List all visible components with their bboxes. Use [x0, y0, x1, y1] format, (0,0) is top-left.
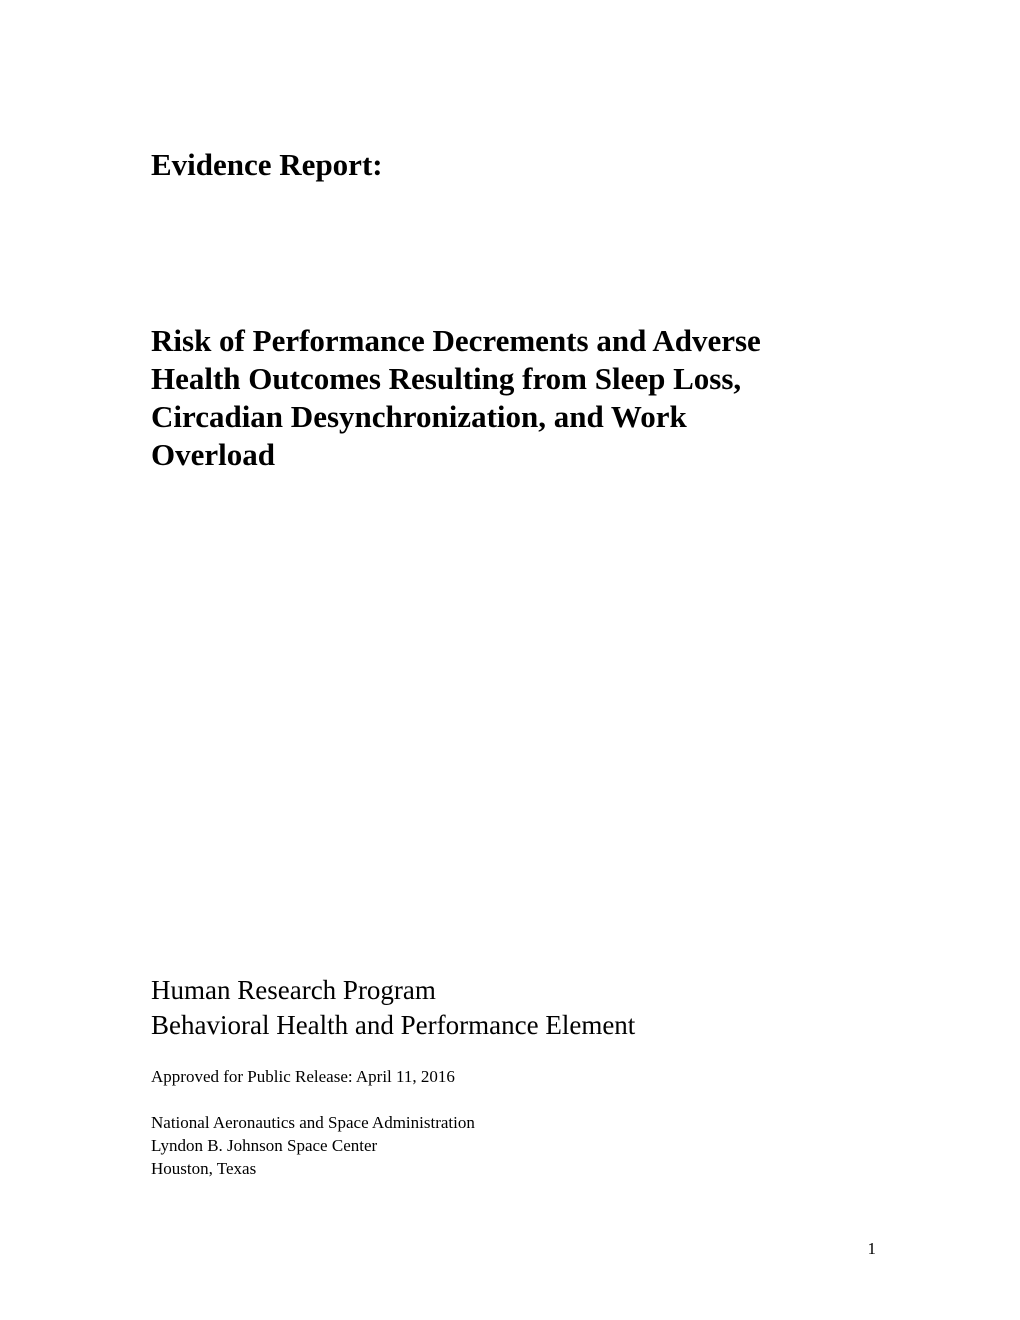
report-title-line: Risk of Performance Decrements and Adverse — [151, 323, 761, 358]
organization-block — [151, 1111, 475, 1180]
report-title-line: Health Outcomes Resulting from Sleep Loss, — [151, 361, 742, 396]
center-location: Houston, Texas — [151, 1159, 257, 1178]
agency-name: National Aeronautics and Space Administration — [151, 1113, 475, 1132]
program-block — [151, 973, 635, 1043]
report-title — [151, 322, 851, 474]
center-name: Lyndon B. Johnson Space Center — [151, 1136, 378, 1155]
report-title-line: Circadian Desynchronization, and Work — [151, 399, 687, 434]
report-type-heading: Evidence Report: — [151, 147, 383, 182]
program-name: Human Research Program — [151, 975, 436, 1005]
program-element: Behavioral Health and Performance Element — [151, 1010, 636, 1040]
page-number: 1 — [867, 1239, 876, 1258]
release-statement: Approved for Public Release: April 11, 2016 — [151, 1067, 455, 1086]
report-title-line: Overload — [151, 437, 275, 472]
